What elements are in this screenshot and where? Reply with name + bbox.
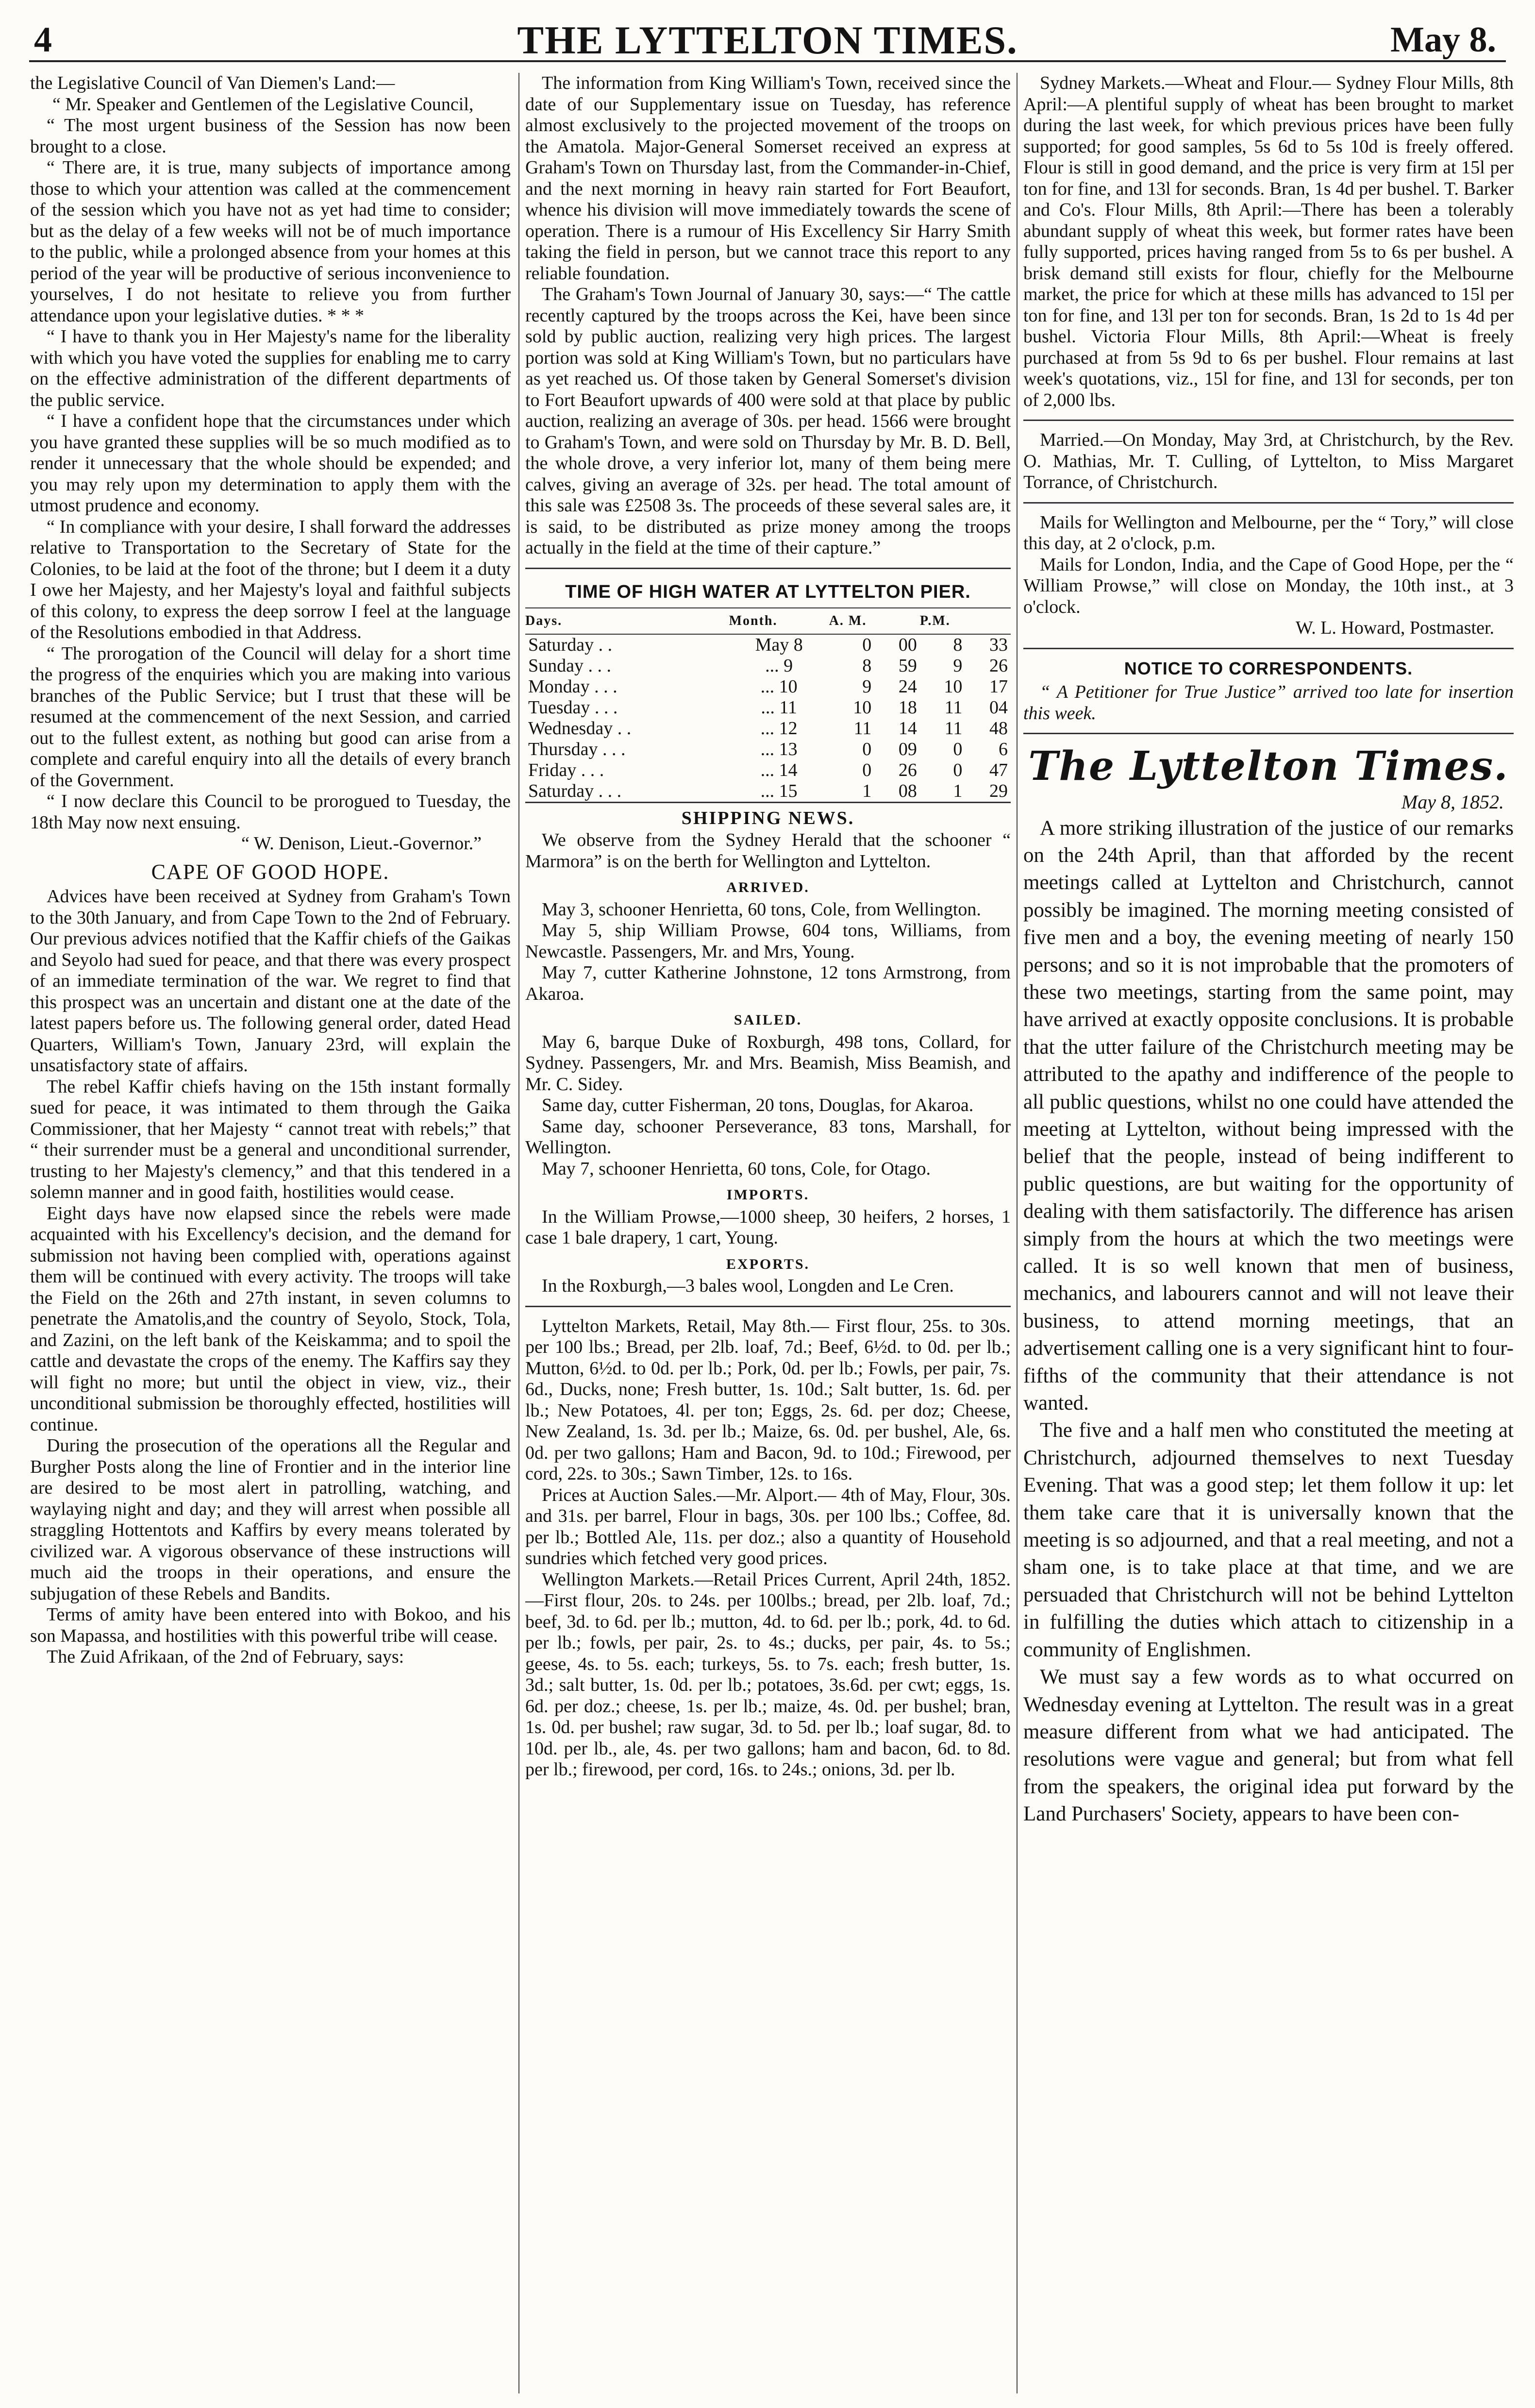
column-3 [1023,73,1514,2398]
cape-paragraph: Terms of amity have been entered into with Bokoo, and his son Mapassa, and hostilities with this powerful tribe will cease. [30,1604,511,1646]
tide-pm-minute: 26 [989,655,1008,676]
tide-pm-minute: 48 [989,718,1008,739]
table-row [525,760,1011,781]
tide-am-hour: 0 [862,739,872,759]
notice-heading: NOTICE TO CORRESPONDENTS. [1124,658,1413,678]
tide-am-minute: 08 [874,781,920,803]
table-row [525,656,1011,676]
tide-pm-hour: 8 [953,634,963,655]
tide-pm-hour: 9 [953,655,963,676]
page-number: 4 [34,20,52,60]
market-report: Wellington Markets.—Retail Prices Current, April 24th, 1852.—First flour, 20s. to 24s. per 100lbs.; bread, per 2lb. loaf, 7d.; beef, 3d. to 6d. per lb.; mutton, 4d. to 6d. per lb.; pork, 4d. to 6d. per lb.; fowls, per pair, 2s. to 4s.; ducks, per pair, 4s. to 5s.; geese, 4s. to 5s. each; turkeys, 5s. to 7s. each; fresh butter, 1s. 3d.; salt butter, 1s. 0d. per lb.; potatoes, 3s.6d. per cwt; eggs, 1s. 6d. per doz.; cheese, 1s. per lb.; maize, 4s. 0d. per bushel; bran, 1s. 0d. per bushel; raw sugar, 3d. to 5d. per lb.; loaf sugar, 8d. to 10d. per lb., ale, 4s. per two gallons; ham and bacon, 6d. to 8d. per lb.; firewood, per cord, 16s. to 24s.; onions, 3d. per lb. [525,1569,1011,1780]
address-paragraph: “ In compliance with your desire, I shall forward the addresses relative to Transportation to the Secretary of State for the Colonies, to be laid at the foot of the throne; but I deem it a duty I owe her Majesty, and her Majesty's loyal and faithful subjects of this colony, to express the deep sorrow I feel at the language of the Resolutions embodied in that Address. [30,516,511,642]
editorial-paragraph: We must say a few words as to what occurred on Wednesday evening at Lyttelton. The result was in a great measure different from what we had anticipated. The resolutions were vague and general; but from what fell from the speakers, the original idea put forward by the Land Purchasers' Society, appears to have been con- [1023,1666,1514,1826]
divider [1023,648,1514,649]
tide-am-minute: 14 [898,718,917,739]
column-divider [1017,73,1018,2393]
shipping-entry: May 7, schooner Henrietta, 60 tons, Cole, for Otago. [542,1158,931,1179]
tide-am-minute: 59 [898,655,917,676]
tide-am-hour: 10 [853,697,872,718]
table-row [525,718,1011,739]
tide-pm-hour: 0 [953,739,963,759]
tide-month: ... 15 [729,781,829,803]
divider [525,1306,1011,1307]
news-paragraph: The Graham's Town Journal of January 30, says:—“ The cattle recently captured by the troops across the Kei, have been since sold by public auction, realizing very high prices. The largest portion was sold at King William's Town, but no particulars have as yet reached us. Of those taken by General Somerset's division to Fort Beaufort upwards of 400 were sold at that place by public auction, realizing an average of 30s. per head. 1566 were brought to Graham's Town, and were sold on Thursday by Mr. B. D. Bell, the whole drove, a very inferior lot, many of them being mere calves, giving an average of 32s. per head. The total amount of this sale was £2508 3s. The proceeds of these several sales are, it is said, to be distributed as prize money among the troops actually in the field at the time of their capture.” [525,284,1011,558]
tide-am-hour: 0 [862,759,872,780]
tide-day: Monday . . . [528,676,617,697]
tide-am-minute: 18 [898,697,917,718]
tide-pm-minute: 29 [965,781,1011,803]
tide-pm-hour: 11 [944,718,963,739]
tide-month: ... 14 [760,759,798,780]
cape-paragraph: The Zuid Afrikaan, of the 2nd of February, says: [47,1647,404,1667]
table-row [525,739,1011,760]
shipping-entry: May 5, ship William Prowse, 604 tons, Williams, from Newcastle. Passengers, Mr. and Mrs, Young. [525,920,1011,962]
cape-paragraph: During the prosecution of the operations all the Regular and Burgher Posts along the line of Frontier and in the interior line are desired to be most alert in patrolling, watching, and waylaying night and day; and they will arrest when possible all straggling Hottentots and Kaffirs by every means tolerated by civilized war. A vigorous observance of these instructions will much aid the troops in their operations, and ensure the subjugation of these Rebels and Bandits. [30,1435,511,1604]
tide-am-hour: 11 [853,718,872,739]
tide-month: ... 13 [760,739,798,759]
tide-header-month: Month. [729,608,829,634]
divider [1023,733,1514,734]
tide-month: ... 12 [760,718,798,739]
tide-pm-hour: 10 [944,676,963,697]
editorial-paragraph: A more striking illustration of the justice of our remarks on the 24th April, than that afforded by the recent meetings called at Lyttelton and Christchurch, cannot possibly be imagined. The morning meeting consisted of five men and a boy, the evening meeting of nearly 150 persons; and so it is not improbable that the promoters of these two meetings, starting from the same point, may have arrived at exactly opposite conclusions. It is probable that the utter failure of the Christchurch meeting may be attributed to the apathy and indifference of the people to all public questions, whilst no one could have attended the meeting at Lyttelton, without being impressed with the belief that the people, instead of being indifferent to public questions, are but waiting for the opportunity of dealing with them satisfactorily. The difference has arisen simply from the hours at which the two meetings were called. It is so well known that men of business, mechanics, and labourers cannot and will not leave their business, to attend morning meetings, that an advertisement calling one is a very significant hint to four-fifths of the community that their attendance is not wanted. [1023,816,1514,1415]
address-paragraph: “ The most urgent business of the Session has now been brought to a close. [30,115,511,157]
cape-paragraph: Eight days have now elapsed since the rebels were made acquainted with his Excellency's decision, and the demand for submission not having been complied with, operations against them will be continued with every activity. The troops will take the Field on the 26th and 27th instant, in seven columns to penetrate the Amatolis,and the country of Seyolo, Stock, Tola, and Zazini, on the left bank of the Keiskamma; and to spoil the cattle and devastate the crops of the enemy. The Kaffirs say they will fight no more; but until the object in view, viz., their unconditional submission be thoroughly effected, hostilities will continue. [30,1203,511,1435]
column-divider [518,73,519,2393]
tide-pm-minute: 17 [989,676,1008,697]
page-header [29,17,1506,62]
shipping-heading: SHIPPING NEWS. [681,808,855,828]
postmaster-signature: W. L. Howard, Postmaster. [1295,618,1494,638]
shipping-entry: May 3, schooner Henrietta, 60 tons, Cole, from Wellington. [542,899,981,920]
tide-pm-hour: 1 [920,781,966,803]
tide-header-am: A. M. [829,608,920,634]
shipping-intro: We observe from the Sydney Herald that the schooner “ Marmora” is on the berth for Wellington and Lyttelton. [525,830,1011,872]
tide-month: ... 9 [765,655,793,676]
address-salutation: “ Mr. Speaker and Gentlemen of the Legislative Council, [52,94,474,115]
table-row [525,781,1011,803]
notice-text: “ A Petitioner for True Justice” arrived too late for insertion this week. [1023,682,1514,724]
table-row [525,697,1011,718]
tide-header-pm: P.M. [920,608,1011,634]
tide-am-minute: 00 [898,634,917,655]
shipping-entry: Same day, schooner Perseverance, 83 tons, Marshall, for Wellington. [525,1116,1011,1158]
tide-table-title: TIME OF HIGH WATER AT LYTTELTON PIER. [565,581,971,602]
tide-day: Tuesday . . . [528,697,618,718]
tide-am-hour: 0 [862,634,872,655]
imports-entry: In the William Prowse,—1000 sheep, 30 heifers, 2 horses, 1 case 1 bale drapery, 1 cart, Young. [525,1206,1011,1248]
tide-pm-hour: 0 [953,759,963,780]
tide-month: ... 11 [761,697,797,718]
tide-pm-minute: 47 [989,759,1008,780]
tide-am-minute: 24 [898,676,917,697]
tide-header-days: Days. [525,608,729,634]
address-paragraph: “ I have to thank you in Her Majesty's name for the liberality with which you have voted the supplies for enabling me to carry on the effective administration of the different departments of the public service. [30,326,511,410]
cape-heading: CAPE OF GOOD HOPE. [151,859,390,884]
marriage-notice: Married.—On Monday, May 3rd, at Christchurch, by the Rev. O. Mathias, Mr. T. Culling, of Lyttelton, to Miss Margaret Torrance, of Christchurch. [1023,430,1514,492]
page-date: May 8. [1390,20,1496,60]
tide-table [525,578,1011,803]
shipping-entry: May 7, cutter Katherine Johnstone, 12 tons Armstrong, from Akaroa. [525,962,1011,1004]
shipping-entry: Same day, cutter Fisherman, 20 tons, Douglas, for Akaroa. [542,1095,974,1115]
address-paragraph: “ The prorogation of the Council will delay for a short time the progress of the enquiries which you are making into various branches of the Public Service; but I trust that these will be resumed at the commencement of the next Session, and carried out to the fullest extent, as nothing but good can arise from a complete and careful enquiry into all the details of every branch of the Government. [30,643,511,791]
tide-am-hour: 1 [829,781,875,803]
address-paragraph: “ There are, it is true, many subjects of importance among those to which your attention was called at the commencement of the session which you have not as yet had time to consider; but as the delay of a few weeks will not be of much importance to the public, while a prolonged absence from your homes at this period of the year will be productive of serious inconvenience to yourselves, I do not hesitate to relieve you from further attendance upon your legislative duties. * * * [30,157,511,326]
tide-pm-minute: 33 [989,634,1008,655]
tide-month: ... 10 [760,676,798,697]
address-intro: the Legislative Council of Van Diemen's Land:— [30,73,395,93]
market-report: Prices at Auction Sales.—Mr. Alport.— 4th of May, Flour, 30s. and 31s. per barrel, Flour in bags, 30s. per 100 lbs.; Coffee, 8d. per lb.; Bottled Ale, 11s. per doz.; also a quantity of Household sundries which fetched very good prices. [525,1484,1011,1568]
column-2 [525,73,1011,2398]
tide-day: Friday . . . [528,759,604,780]
tide-am-minute: 26 [898,759,917,780]
divider [1023,502,1514,504]
imports-label: IMPORTS. [726,1187,810,1203]
editorial-paragraph: The five and a half men who constituted the meeting at Christchurch, adjourned themselves to next Tuesday Evening. That was a good step; let them follow it up: let them take care that it is universally known that the meeting is so adjourned, and that a real meeting, and not a sham one, is to take place at that time, and we are persuaded that Christchurch will not be behind Lyttelton in fulfilling the duties which attach to citizenship in a community of Englishmen. [1023,1419,1514,1661]
tide-day: Sunday . . . [528,655,611,676]
shipping-entry: May 6, barque Duke of Roxburgh, 498 tons, Collard, for Sydney. Passengers, Mr. and Mrs. Beamish, Miss Beamish, and Mr. C. Sidey. [525,1031,1011,1095]
exports-entry: In the Roxburgh,—3 bales wool, Longden and Le Cren. [542,1276,954,1296]
editorial-date: May 8, 1852. [1401,791,1504,813]
cape-paragraph: Advices have been received at Sydney from Graham's Town to the 30th January, and from Cape Town to the 2nd of February. Our previous advices notified that the Kaffir chiefs of the Gaikas and Seyolo had sued for peace, and that there was every prospect of an immediate termination of the war. We regret to find that this prospect was an uncertain and distant one at the date of the latest papers before us. The following general order, dated Head Quarters, William's Town, January 23rd, will explain the unsatisfactory state of affairs. [30,886,511,1076]
tide-am-minute: 09 [898,739,917,759]
tide-pm-minute: 04 [989,697,1008,718]
tide-day: Saturday . . [528,634,613,655]
table-row [525,634,1011,656]
market-report: Lyttelton Markets, Retail, May 8th.— First flour, 25s. to 30s. per 100 lbs.; Bread, per 2lb. loaf, 7d.; Beef, 6½d. to 0d. per lb.; Mutton, 6½d. to 0d. per lb.; Pork, 0d. per lb.; Fowls, per pair, 7s. 6d., Ducks, none; Fresh butter, 1s. 10d.; Salt butter, 1s. 6d. per lb.; New Potatoes, 4l. per ton; Eggs, 2s. 6d. per doz; Cheese, New Zealand, 1s. 3d. per lb.; Maize, 6s. 0d. per bushel, Ale, 6s. 0d. per two gallons; Ham and Bacon, 9d. to 10d.; Firewood, per cord, 22s. to 30s.; Sawn Timber, 12s. to 16s. [525,1315,1011,1484]
divider [1023,420,1514,421]
tide-day: Thursday . . . [528,739,626,759]
sydney-markets: Sydney Markets.—Wheat and Flour.— Sydney Flour Mills, 8th April:—A plentiful supply of wheat has been brought to market during the last week, for which previous prices have been fully supported; for good samples, 5s 6d to 5s 10d is freely offered. Flour is still in good demand, and the price is very firm at 15l per ton for fine, and 13l for seconds. Bran, 1s 4d per bushel. T. Barker and Co's. Flour Mills, 8th April:—There has been a tolerably abundant supply of wheat this week, but former rates have been fully supported, prices having ranged from 5s to 6s per bushel. A brisk demand still exists for flour, chiefly for the Melbourne market, the price for which at these mills has advanced to 15l per ton for fine, and 13l per ton for seconds. Bran, 1s 2d to 1s 4d per bushel. Victoria Flour Mills, 8th April:—Wheat is freely purchased at from 5s 9d to 6s per bushel. Flour remains at last week's quotations, viz., 15l for fine, and 13l for seconds, per ton of 2,000 lbs. [1023,73,1514,410]
table-row [525,676,1011,697]
mails-notice: Mails for Wellington and Melbourne, per the “ Tory,” will close this day, at 2 o'clock, p.m. [1023,512,1514,554]
tide-pm-hour: 11 [944,697,963,718]
address-paragraph: “ I now declare this Council to be prorogued to Tuesday, the 18th May now next ensuing. [30,791,511,833]
divider [525,568,1011,569]
sailed-label: SAILED. [734,1012,802,1028]
arrived-label: ARRIVED. [726,879,810,895]
tide-day: Saturday . . . [525,781,729,803]
tide-am-hour: 8 [862,655,872,676]
column-1 [30,73,511,2398]
cape-paragraph: The rebel Kaffir chiefs having on the 15th instant formally sued for peace, it was intimated to them through the Gaika Commissioner, that her Majesty “ cannot treat with rebels;” that “ their surrender must be a general and unconditional surrender, trusting to her Majesty's clemency,” and that this tendered in a solemn manner and in good faith, hostilities would cease. [30,1076,511,1202]
editorial-masthead: The Lyttelton Times. [1028,743,1509,790]
address-paragraph: “ I have a confident hope that the circumstances under which you have granted these supplies will be so much modified as to render it unnecessary that the whole should be expended; and you may rely upon my determination to apply them with the utmost prudence and economy. [30,411,511,516]
exports-label: EXPORTS. [726,1256,810,1272]
tide-month: May 8 [755,634,803,655]
tide-day: Wednesday . . [528,718,632,739]
mails-notice: Mails for London, India, and the Cape of Good Hope, per the “ William Prowse,” will close on Monday, the 10th inst., at 3 o'clock. [1023,554,1514,617]
newspaper-title: THE LYTTELTON TIMES. [517,18,1018,62]
tide-pm-minute: 6 [999,739,1008,759]
news-paragraph: The information from King William's Town, received since the date of our Supplementary issue on Tuesday, has reference almost exclusively to the projected movement of the troops on the Amatola. Major-General Somerset received an express at Graham's Town on Thursday last, from the Commander-in-Chief, and the next morning in heavy rain started for Fort Beaufort, whence his division will move immediately towards the scene of operation. There is a rumour of His Excellency Sir Harry Smith taking the field in person, but we cannot trace this report to any reliable foundation. [525,73,1011,284]
governor-signature: “ W. Denison, Lieut.-Governor.” [241,833,482,854]
tide-am-hour: 9 [862,676,872,697]
